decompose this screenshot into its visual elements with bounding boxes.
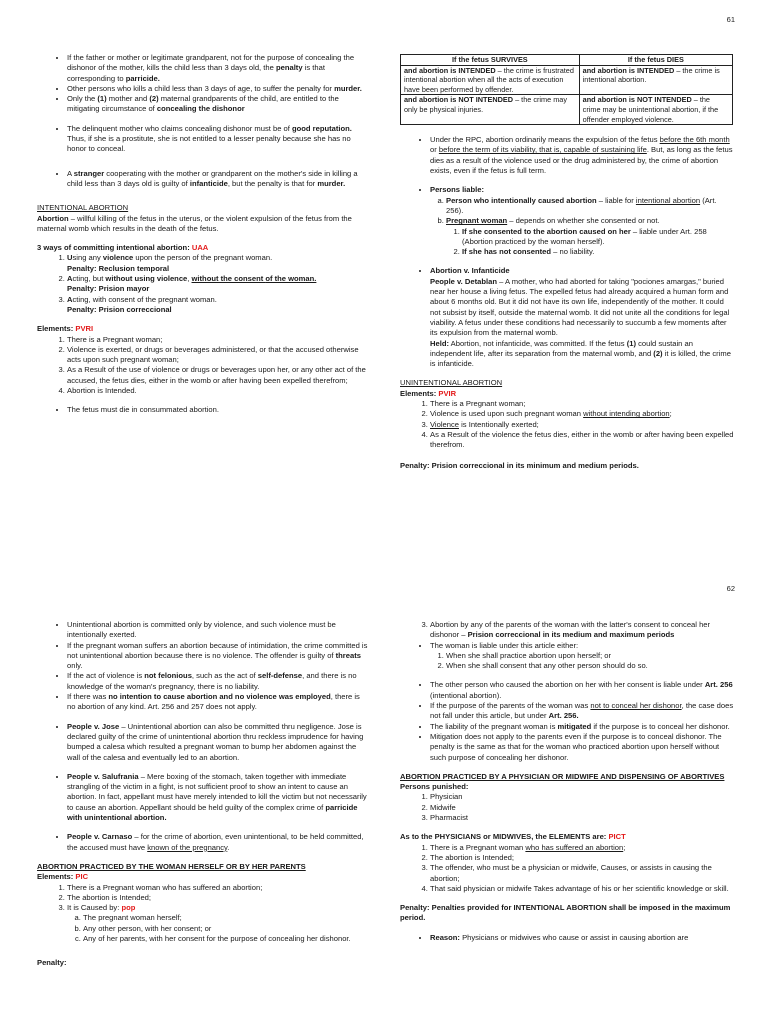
list-item: • People v. Salufrania – Mere boxing of the stomach, taken together with immediate strangling of the victim in a fight, is not sufficient proof to show an intent to cause an abortion. In fact, appellant must have merely intended to kill the victim but not necessarily to cause an abortion. Appellant should be held guilty of the complex crime of parricide with unintentional abortion. (67, 772, 369, 823)
list-item: 1. Using any violence upon the person of the pregnant woman. Penalty: Reclusion temporal (67, 253, 369, 274)
list-item: • If the father or mother or legitimate grandparent, not for the purpose of concealing the dishonor of the mother, kills the child less than 3 days old, the penalty is that corresponding to parricide. (67, 53, 369, 84)
bullet-list (400, 933, 735, 943)
list-item: • If the pregnant woman suffers an abortion because of intimidation, the crime committed is not unintentional abortion because there is no violence. The offender is guilty of threats only. (67, 641, 369, 672)
bullet-list (400, 680, 735, 762)
table-row (401, 55, 733, 66)
list-item: 2. Midwife (430, 803, 735, 813)
list-item: 2. Violence is exerted, or drugs or beverages administered, or that the accused otherwise acts upon such pregnant woman; (67, 345, 369, 366)
ways-list (37, 253, 369, 315)
bullet-list (400, 641, 735, 672)
list-item: • The other person who caused the abortion on her with her consent is liable under Art. 256 (intentional abortion). (430, 680, 735, 701)
list-item: 1. If she consented to the abortion caused on her – liable under Art. 258 (Abortion practiced by the woman herself). (462, 227, 735, 248)
list-item: 1. When she shall practice abortion upon herself; or (446, 651, 735, 661)
table-row (401, 65, 733, 95)
list-item: 2. The abortion is Intended; (430, 853, 735, 863)
page-62 (0, 540, 768, 1024)
list-item: • People v. Carnaso – for the crime of abortion, even unintentional, to be held committed, the accused must have known of the pregnancy. (67, 832, 369, 853)
bullet-list (37, 405, 369, 415)
bullet-list (37, 169, 369, 190)
list-item: 1. There is a Pregnant woman who has suffered an abortion; (67, 883, 369, 893)
elements-list (37, 335, 369, 397)
elements-heading: As to the PHYSICIANS or MIDWIVES, the ELEMENTS are: PICT (400, 832, 626, 842)
sub-list (446, 227, 735, 258)
list-item: • Under the RPC, abortion ordinarily means the expulsion of the fetus before the 6th month or before the term of its viability, that is, capable of sustaining life. But, as long as the fetus dies as a result of the violence used or the drug administered by, the crime of abortion exists, even if the fetus is full term. (430, 135, 735, 176)
list-item: 1. There is a Pregnant woman who has suffered an abortion; (430, 843, 735, 853)
ways-heading: 3 ways of committing intentional abortion: UAA (37, 243, 209, 253)
list-item: 4. As a Result of the violence the fetus dies, either in the womb or after having been expelled therefrom. (430, 430, 735, 451)
sub-list (430, 651, 735, 672)
list-item: 4. Abortion is Intended. (67, 386, 369, 396)
section-heading: UNINTENTIONAL ABORTION (400, 378, 503, 388)
list-item: 1. There is a Pregnant woman; (430, 399, 735, 409)
list-item: 2. The abortion is Intended; (67, 893, 369, 903)
list-item: 3. As a Result of the use of violence or drugs or beverages upon her, or any other act of the accused, the fetus dies, either in the womb or after having been expelled therefrom; (67, 365, 369, 386)
list-item: 2. When she shall consent that any other person should do so. (446, 661, 735, 671)
penalty: Penalty: Prision correccional in its minimum and medium periods. (400, 461, 639, 471)
bullet-list (400, 185, 735, 257)
list-item: • Only the (1) mother and (2) maternal grandparents of the child, are entitled to the mitigating circumstance of concealing the dishonor (67, 94, 369, 115)
list-item: 3. Violence is Intentionally exerted; (430, 420, 735, 430)
section-heading: INTENTIONAL ABORTION (37, 203, 129, 213)
list-item: • Reason: Physicians or midwives who cause or assist in causing abortion are (430, 933, 735, 943)
table-cell: and abortion is NOT INTENDED – the crime may be unintentional abortion, if the offender employed violence. (579, 95, 732, 125)
list-item: • The delinquent mother who claims concealing dishonor must be of good reputation. Thus, if she is a prostitute, she is not entitled to a lesser penalty because she has no honor to conceal. (67, 124, 369, 155)
list-item: • Abortion v. Infanticide People v. Detablan – A mother, who had aborted for taking "pociones amargas," buried near her house a living fetus. The expelled fetus had already acquired a human form and about 6 months old. But it did not have its own life, independently of the mother. It could not subsist by itself, outside the maternal womb. It did not unite all the conditions for legal viability. A fetus under these conditions had necessarily to succumb a few moments after its expulsion from the maternal womb. Held: Abortion, not infanticide, was committed. If the fetus (1) could sustain an independent life, after its separation from the maternal womb, and (2) it is killed, the crime is infanticide. (430, 266, 735, 369)
list-item: • Other persons who kills a child less than 3 days of age, to suffer the penalty for murder. (67, 84, 369, 94)
list-item: 4. That said physician or midwife Takes advantage of his or her scientific knowledge or skill. (430, 884, 735, 894)
list-item: • A stranger cooperating with the mother or grandparent on the mother's side in killing a child less than 3 days old is guilty of infanticide, but the penalty is that for murder. (67, 169, 369, 190)
list-item: 3. The offender, who must be a physician or midwife, Causes, or assists in causing the abortion; (430, 863, 735, 884)
elements-heading: Elements: PIC (37, 872, 89, 882)
list-item: 2. If she has not consented – no liability. (462, 247, 735, 257)
bullet-list (37, 772, 369, 823)
list-item: 3. Abortion by any of the parents of the woman with the latter's consent to conceal her dishonor – Prision correccional in its medium and maximum periods (430, 620, 735, 641)
list-item: • People v. Jose – Unintentional abortion can also be committed thru negligence. Jose is declared guilty of the crime of unintentional abortion thru reckless imprudence for having bumped a calesa which resulted a pregnant woman to bump her abdomen against the wall of the calesa and eventually led to an abortion. (67, 722, 369, 763)
list-item: • Mitigation does not apply to the parents even if the purpose is to conceal dishonor. The penalty is the same as that for the woman who practiced abortion upon herself without such purpose of concealing her dishonor. (430, 732, 735, 763)
sub-list (67, 913, 369, 944)
elements-heading: Elements: PVRI (37, 324, 94, 334)
list-item: • The woman is liable under this article either: 1. When she shall practice abortion upon herself; or 2. When she shall consent that any other person should do so. (430, 641, 735, 672)
list-item: 1. There is a Pregnant woman; (67, 335, 369, 345)
list-item: • Unintentional abortion is committed only by violence, and such violence must be intentionally exerted. (67, 620, 369, 641)
bullet-list (400, 266, 735, 369)
list-item: b. Pregnant woman – depends on whether she consented or not. 1. If she consented to the abortion caused on her – liable under Art. 258 (Abortion practiced by the woman herself). 2. If she has not consented – no liability. (446, 216, 735, 257)
list-item: • The liability of the pregnant woman is mitigated if the purpose is to conceal her dishonor. (430, 722, 735, 732)
list-item: 2. Violence is used upon such pregnant woman without intending abortion; (430, 409, 735, 419)
page-number: 62 (726, 584, 735, 593)
table-header: If the fetus DIES (579, 55, 732, 66)
persons-liable-list (430, 196, 735, 258)
bullet-list (400, 135, 735, 176)
continued-list (400, 620, 735, 641)
list-item: • The fetus must die in consummated abortion. (67, 405, 369, 415)
section-heading: ABORTION PRACTICED BY A PHYSICIAN OR MIDWIFE AND DISPENSING OF ABORTIVES (400, 771, 725, 781)
table-cell: and abortion is INTENDED – the crime is frustrated intentional abortion when all the acts of execution have been performed by offender. (401, 65, 580, 95)
table-header: If the fetus SURVIVES (401, 55, 580, 66)
list-item: a. Person who intentionally caused abortion – liable for intentional abortion (Art. 256). (446, 196, 735, 217)
table-cell: and abortion is INTENDED – the crime is intentional abortion. (579, 65, 732, 95)
bullet-list (37, 722, 369, 763)
list-item: a. The pregnant woman herself; (83, 913, 369, 923)
list-item: • Persons liable: a. Person who intentionally caused abortion – liable for intentional abortion (Art. 256). b. Pregnant woman – depends on whether she consented or not. 1. If she consented to the abortion caused on her – liable under Art. 258 (Abortion practiced by the woman herself). 2. If she has not consented – no liability. (430, 185, 735, 257)
bullet-list (37, 620, 369, 713)
list-item: c. Any of her parents, with her consent for the purpose of concealing her dishonor. (83, 934, 369, 944)
definition: Abortion – willful killing of the fetus in the uterus, or the violent expulsion of the fetus from the maternal womb which results in the death of the fetus. (37, 213, 352, 233)
left-column-61 (37, 53, 369, 416)
page-number: 61 (726, 15, 735, 24)
table-row (401, 95, 733, 125)
fetus-table (400, 54, 733, 125)
list-item: • If there was no intention to cause abortion and no violence was employed, there is no abortion of any kind. Art. 256 and 257 does not apply. (67, 692, 369, 713)
right-column-62 (400, 620, 735, 943)
table-cell: and abortion is NOT INTENDED – the crime may only be physical injuries. (401, 95, 580, 125)
elements-list (400, 399, 735, 450)
list-item: 2. Acting, but without using violence, without the consent of the woman. Penalty: Prision mayor (67, 274, 369, 295)
list-item: • If the act of violence is not felonious, such as the act of self-defense, and there is no knowledge of the woman's pregnancy, there is no liability. (67, 671, 369, 692)
elements-heading: Elements: PVIR (400, 388, 457, 398)
list-item: 3. It is Caused by: pop a. The pregnant woman herself; b. Any other person, with her consent; or c. Any of her parents, with her consent for the purpose of concealing her dishonor. (67, 903, 369, 944)
persons-punished-list (400, 792, 735, 823)
left-column-62 (37, 620, 369, 969)
infanticide-notes (37, 53, 369, 115)
elements-list (37, 883, 369, 945)
bullet-list (37, 124, 369, 155)
list-item: • If the purpose of the parents of the woman was not to conceal her dishonor, the case does not fall under this article, but under Art. 256. (430, 701, 735, 722)
elements-list (400, 843, 735, 894)
list-item: b. Any other person, with her consent; or (83, 924, 369, 934)
penalty: Penalty: Penalties provided for INTENTIONAL ABORTION shall be imposed in the maximum period. (400, 903, 731, 923)
penalty-heading: Penalty: (37, 958, 67, 968)
list-item: 3. Pharmacist (430, 813, 735, 823)
list-item: 1. Physician (430, 792, 735, 802)
list-item: 3. Acting, with consent of the pregnant woman. Penalty: Prision correccional (67, 295, 369, 316)
right-column-61 (400, 54, 735, 472)
persons-punished-heading: Persons punished: (400, 782, 469, 792)
section-heading: ABORTION PRACTICED BY THE WOMAN HERSELF OR BY HER PARENTS (37, 861, 306, 871)
bullet-list (37, 832, 369, 853)
